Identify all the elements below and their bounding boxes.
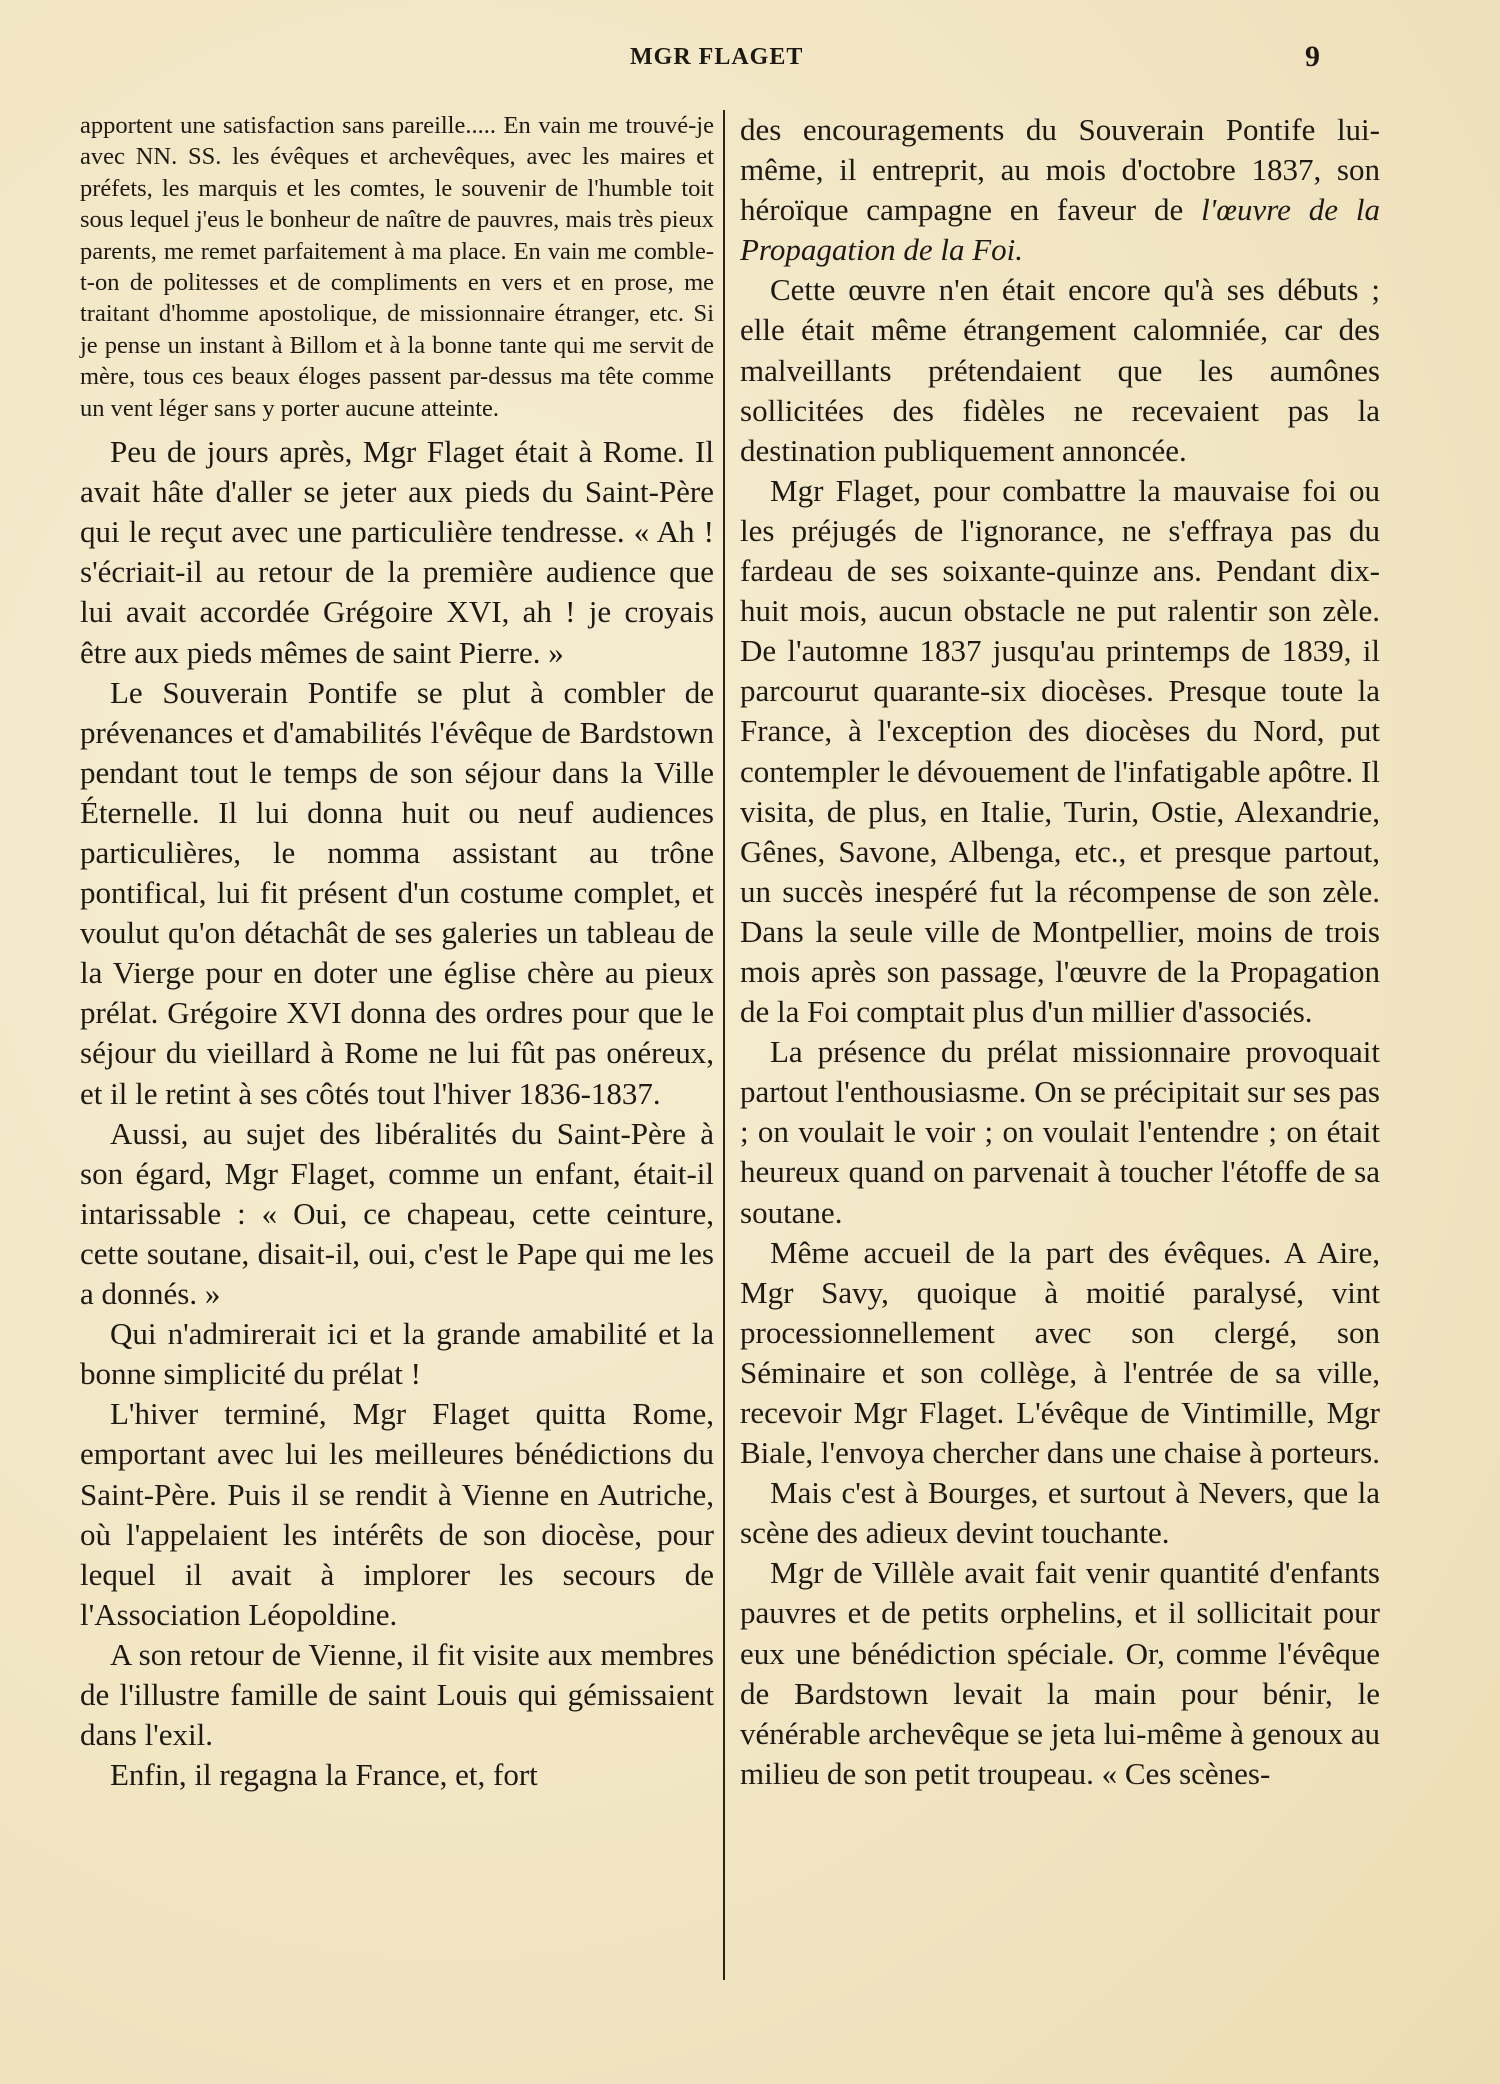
paragraph: Mgr Flaget, pour combattre la mauvaise foi ou les préjugés de l'ignorance, ne s'effraya pas du fardeau de ses soixante-quinze ans. Pendant dix-huit mois, aucun obstacle ne put ralentir son zèle. De l'automne 1837 jusqu'au printemps de 1839, il parcourut quarante-six diocèses. Presque toute la France, à l'exception des diocèses du Nord, put contempler le dévouement de l'infatigable apôtre. Il visita, de plus, en Italie, Turin, Ostie, Alexandrie, Gênes, Savone, Albenga, etc., et presque partout, un succès inespéré fut la récompense de son zèle. Dans la seule ville de Montpellier, moins de trois mois après son passage, l'œuvre de la Propagation de la Foi comptait plus d'un millier d'associés. [740,472,1380,1030]
paragraph: Cette œuvre n'en était encore qu'à ses débuts ; elle était même étrangement calomniée, car des malveillants prétendaient que les aumônes sollicitées des fidèles ne recevaient pas la destination publiquement annoncée. [740,272,1380,468]
note-paragraph: apportent une satisfaction sans pareille..... En vain me trouvé-je avec NN. SS. les évêques et archevêques, avec les maires et préfets, les marquis et les comtes, le souvenir de l'humble toit sous lequel j'eus le bonheur de naître de pauvres, mais très pieux parents, me remet parfaitement à ma place. En vain me comble-t-on de politesses et de compliments en vers et en prose, me traitant d'homme apostolique, de missionnaire étranger, etc. Si je pense un instant à Billom et à la bonne tante qui me servit de mère, tous ces beaux éloges passent par-dessus ma tête comme un vent léger sans y porter aucune atteinte. [80,112,714,422]
left-column [80,110,714,1795]
paragraph: Même accueil de la part des évêques. A Aire, Mgr Savy, quoique à moitié paralysé, vint processionnellement avec son clergé, son Séminaire et son collège, à l'entrée de sa ville, recevoir Mgr Flaget. L'évêque de Vintimille, Mgr Biale, l'envoya chercher dans une chaise à porteurs. [740,1234,1380,1471]
page-number: 9 [1305,40,1320,73]
paragraph: Peu de jours après, Mgr Flaget était à Rome. Il avait hâte d'aller se jeter aux pieds du Saint-Père qui le reçut avec une particulière tendresse. « Ah ! s'écriait-il au retour de la première audience que lui avait accordée Grégoire XVI, ah ! je croyais être aux pieds mêmes de saint Pierre. » [80,434,714,670]
paragraph: Qui n'admirerait ici et la grande amabilité et la bonne simplicité du prélat ! [80,1316,714,1392]
right-column [740,110,1380,1794]
right-body-text [740,110,1380,1794]
left-body-text [80,432,714,1795]
paragraph: A son retour de Vienne, il fit visite aux membres de l'illustre famille de saint Louis qui gémissaient dans l'exil. [80,1636,714,1753]
running-title: MGR FLAGET [630,44,804,70]
paragraph: L'hiver terminé, Mgr Flaget quitta Rome, emportant avec lui les meilleures bénédictions du Saint-Père. Puis il se rendit à Vienne en Autriche, où l'appelaient les intérêts de son diocèse, pour lequel il avait à implorer les secours de l'Association Léopoldine. [80,1396,714,1632]
continued-paragraph [740,110,1380,270]
paragraph: Mgr de Villèle avait fait venir quantité d'enfants pauvres et de petits orphelins, et il sollicitait pour eux une bénédiction spéciale. Or, comme l'évêque de Bardstown levait la main pour bénir, le vénérable archevêque se jeta lui-même à genoux au milieu de son petit troupeau. « Ces scènes- [740,1555,1380,1791]
running-head [0,40,1500,80]
paragraph: Mais c'est à Bourges, et surtout à Nevers, que la scène des adieux devint touchante. [740,1475,1380,1551]
paragraph: Le Souverain Pontife se plut à combler de prévenances et d'amabilités l'évêque de Bardstown pendant tout le temps de son séjour dans la Ville Éternelle. Il lui donna huit ou neuf audiences particulières, le nomma assistant au trône pontifical, lui fit présent d'un costume complet, et voulut qu'on détachât de ses galeries un tableau de la Vierge pour en doter une église chère au pieux prélat. Grégoire XVI donna des ordres pour que le séjour du vieillard à Rome ne lui fût pas onéreux, et il le retint à ses côtés tout l'hiver 1836-1837. [80,674,714,1111]
work-title: l'œuvre de la Propagation de la Foi. [740,192,1380,268]
column-divider [723,110,725,1980]
paragraph: La présence du prélat missionnaire provoquait partout l'enthousiasme. On se précipitait sur ses pas ; on voulait le voir ; on voulait l'entendre ; on était heureux quand on parvenait à toucher l'étoffe de sa soutane. [740,1034,1380,1230]
paragraph: Enfin, il regagna la France, et, fort [110,1757,538,1793]
paragraph: Aussi, au sujet des libéralités du Saint-Père à son égard, Mgr Flaget, comme un enfant, était-il intarissable : « Oui, ce chapeau, cette ceinture, cette soutane, disait-il, oui, c'est le Pape qui me les a donnés. » [80,1115,714,1312]
quoted-letter-excerpt [80,110,714,424]
continuation-text: des encouragements du Souverain Pontife lui-même, il entreprit, au mois d'octobre 1837, son héroïque campagne en faveur de [740,112,1380,228]
